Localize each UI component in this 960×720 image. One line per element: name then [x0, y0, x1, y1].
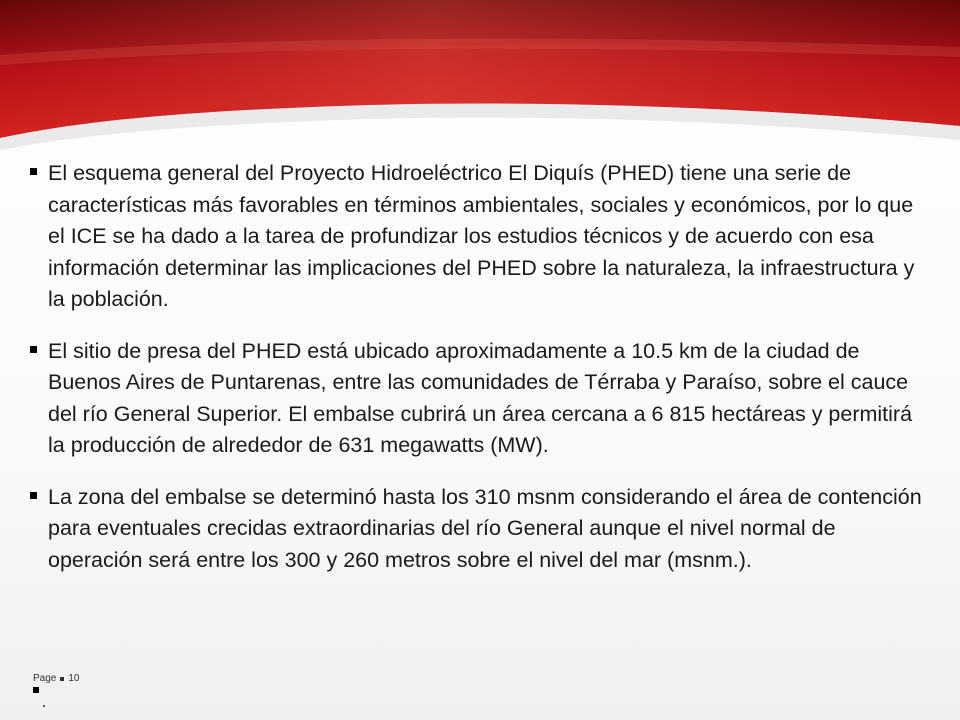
- bullet-text: El sitio de presa del PHED está ubicado aproximadamente a 10.5 km de la ciudad de Buenos Aires de Puntarenas, entre las comunidades de Térraba y Paraíso, sobre el cauce del río General Superior. El embalse cubrirá un área cercana a 6 815 hectáreas y permitirá la producción de alrededor de 631 megawatts (MW).: [48, 338, 913, 457]
- square-bullet-icon: [30, 482, 48, 499]
- square-bullet-icon: [30, 336, 48, 353]
- header-banner: [0, 0, 960, 150]
- page-number: 10: [68, 673, 80, 684]
- square-bullet-icon: [30, 158, 48, 175]
- bullet-text: El esquema general del Proyecto Hidroeléctrico El Diquís (PHED) tiene una serie de características más favorables en términos ambientales, sociales y económicos, por lo que el ICE se ha dado a la tarea de profundizar los estudios técnicos y de acuerdo con esa información determinar las implicaciones del PHED sobre la naturaleza, la infraestructura y la población.: [48, 161, 915, 311]
- page-label: Page: [33, 673, 57, 684]
- separator-icon: [60, 677, 64, 681]
- list-item: [30, 336, 930, 462]
- list-item: [30, 158, 930, 316]
- list-item: [30, 482, 930, 577]
- square-bullet-icon: [33, 687, 39, 693]
- page-footer: [33, 673, 79, 684]
- bullet-text: La zona del embalse se determinó hasta los 310 msnm considerando el área de contención para eventuales crecidas extraordinarias del río General aunque el nivel normal de operación será entre los 300 y 260 metros sobre el nivel del mar (msnm.).: [48, 484, 922, 572]
- dot-icon: [43, 705, 45, 707]
- bullet-list: [30, 158, 930, 596]
